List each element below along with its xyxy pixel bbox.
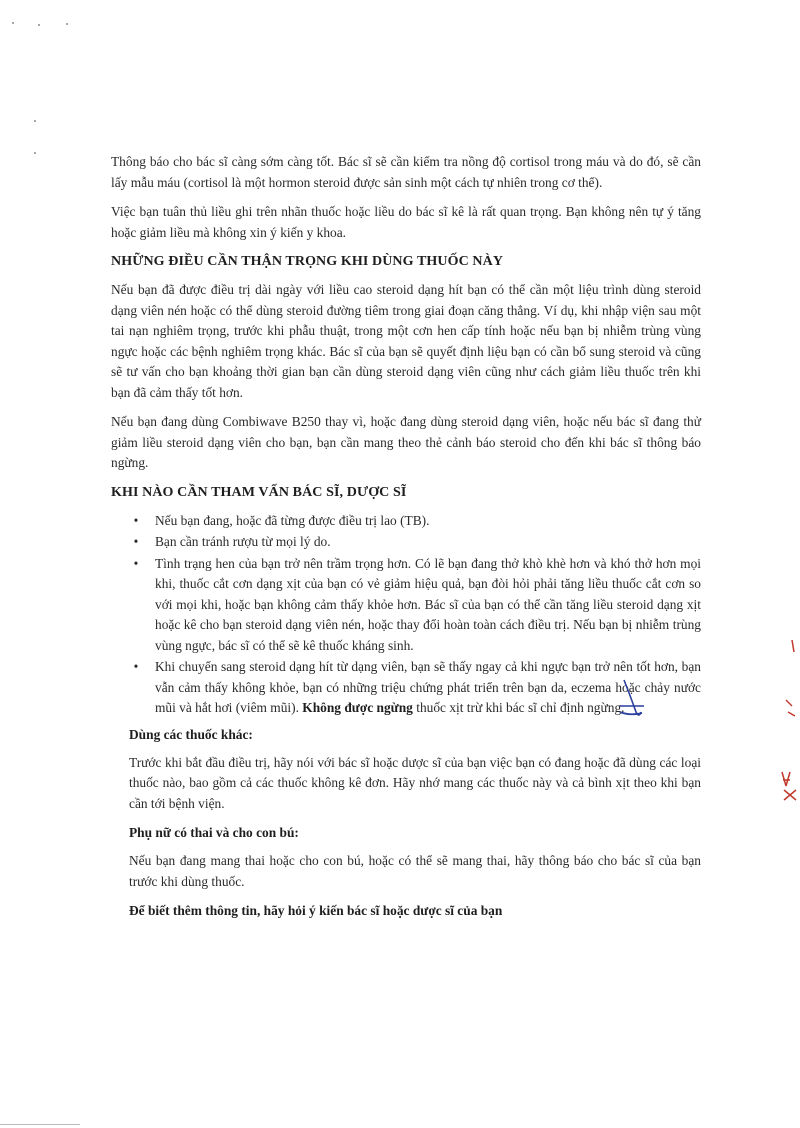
paragraph-other-drugs: Trước khi bắt đầu điều trị, hãy nói với bác sĩ hoặc dược sĩ của bạn việc bạn có đang hoặc đã dùng các loại thuốc nào, bao gồm cả các thuốc không kê đơn. Hãy nhớ mang các thuốc này và cả bình xịt theo khi bạn cần tới bệnh viện.	[129, 754, 701, 811]
document-body	[111, 152, 701, 929]
list-item	[133, 657, 701, 719]
scan-speck	[38, 24, 40, 26]
red-pen-mark	[786, 700, 795, 716]
list-item-text: Bạn cần tránh rượu từ mọi lý do.	[155, 534, 331, 549]
heading-pregnancy: Phụ nữ có thai và cho con bú:	[129, 825, 299, 840]
list-item-text: Khi chuyển sang steroid dạng hít từ dạng viên, bạn sẽ thấy ngay cả khi ngực bạn trở nên tốt hơn, bạn vẫn cảm thấy không khỏe, bạn có những triệu chứng phát triển trên bạn da, eczema hoặc chảy nước mũi và hắt hơi (viêm mũi).	[155, 659, 701, 715]
warning-emphasis: Không được ngừng	[302, 700, 413, 715]
paragraph-dosage: Việc bạn tuân thủ liều ghi trên nhãn thuốc hoặc liều do bác sĩ kê là rất quan trọng. Bạn không nên tự ý tăng hoặc giảm liều mà không xin ý kiến y khoa.	[111, 204, 701, 240]
list-item-text-end: thuốc xịt trừ khi bác sĩ chỉ định ngừng.	[416, 700, 625, 715]
paragraph-pregnancy: Nếu bạn đang mang thai hoặc cho con bú, hoặc có thể sẽ mang thai, hãy thông báo cho bác sĩ của bạn trước khi dùng thuốc.	[129, 853, 701, 889]
list-item-text: Tình trạng hen của bạn trở nên trầm trọng hơn. Có lẽ bạn đang thở khò khè hơn và khó thở hơn mọi khi, thuốc cắt cơn dạng xịt của bạn có vẻ giảm hiệu quả, bạn đòi hỏi phải tăng liều thuốc cắt cơn so với mọi khi, hoặc bạn không cảm thấy khỏe hơn. Bác sĩ của bạn có thể cần tăng liều steroid dạng xịt hoặc kê cho bạn steroid dạng viên nén, hoặc thay đổi hoàn toàn cách điều trị. Nếu bạn bị nhiễm trùng vùng ngực, bác sĩ có thể sẽ kê thuốc kháng sinh.	[155, 555, 701, 653]
scan-speck	[34, 152, 36, 154]
paragraph-steroid-treatment: Nếu bạn đã được điều trị dài ngày với liều cao steroid dạng hít bạn có thể cần một liệu trình dùng steroid dạng viên nén hoặc có thể dùng steroid đường tiêm trong giai đoạn căng thẳng. Ví dụ, khi nhập viện sau một tai nạn nghiêm trọng, trước khi phẫu thuật, trong một cơn hen cấp tính hoặc nếu bạn bị nhiễm trùng vùng ngực hoặc các bệnh nghiêm trọng khác. Bác sĩ của bạn sẽ quyết định liệu bạn có cần bổ sung steroid và cũng sẽ tư vấn cho bạn khoảng thời gian bạn cần dùng steroid dạng viên cũng như cách giảm liều thuốc trên khi bạn đã cảm thấy tốt hơn.	[111, 282, 701, 400]
paragraph-warning-card: Nếu bạn đang dùng Combiwave B250 thay vì, hoặc đang dùng steroid dạng viên, hoặc nếu bác sĩ đang thử giảm liều steroid dạng viên cho bạn, bạn cần mang theo thẻ cảnh báo steroid cho đến khi bác sĩ thông báo ngừng.	[111, 414, 701, 470]
red-pen-mark	[784, 790, 796, 800]
red-pen-mark	[792, 640, 794, 652]
list-item	[133, 511, 701, 532]
consult-list	[111, 511, 701, 719]
list-item-text: Nếu bạn đang, hoặc đã từng được điều trị lao (TB).	[155, 512, 430, 528]
bottom-scan-line	[0, 1124, 80, 1125]
paragraph-cortisol: Thông báo cho bác sĩ càng sớm càng tốt. Bác sĩ sẽ cần kiểm tra nồng độ cortisol trong máu và do đó, sẽ cần lấy mẫu máu (cortisol là một hormon steroid được sản sinh một cách tự nhiên trong cơ thể).	[111, 154, 701, 190]
heading-consult: KHI NÀO CẦN THAM VẤN BÁC SĨ, DƯỢC SĨ	[111, 484, 407, 500]
scan-speck	[34, 120, 36, 122]
bullet-icon: •	[133, 659, 139, 674]
heading-other-drugs: Dùng các thuốc khác:	[129, 726, 253, 742]
scan-speck	[66, 23, 68, 25]
scan-speck	[12, 22, 14, 24]
heading-precautions: NHỮNG ĐIỀU CẦN THẬN TRỌNG KHI DÙNG THUỐC NÀY	[111, 254, 504, 269]
list-item	[133, 532, 701, 553]
bullet-icon: •	[133, 555, 139, 571]
closing-note: Để biết thêm thông tin, hãy hỏi ý kiến bác sĩ hoặc dược sĩ của bạn	[129, 903, 503, 918]
bullet-icon: •	[133, 512, 139, 528]
bullet-icon: •	[133, 534, 139, 549]
list-item	[133, 554, 701, 657]
red-pen-mark	[782, 772, 790, 786]
